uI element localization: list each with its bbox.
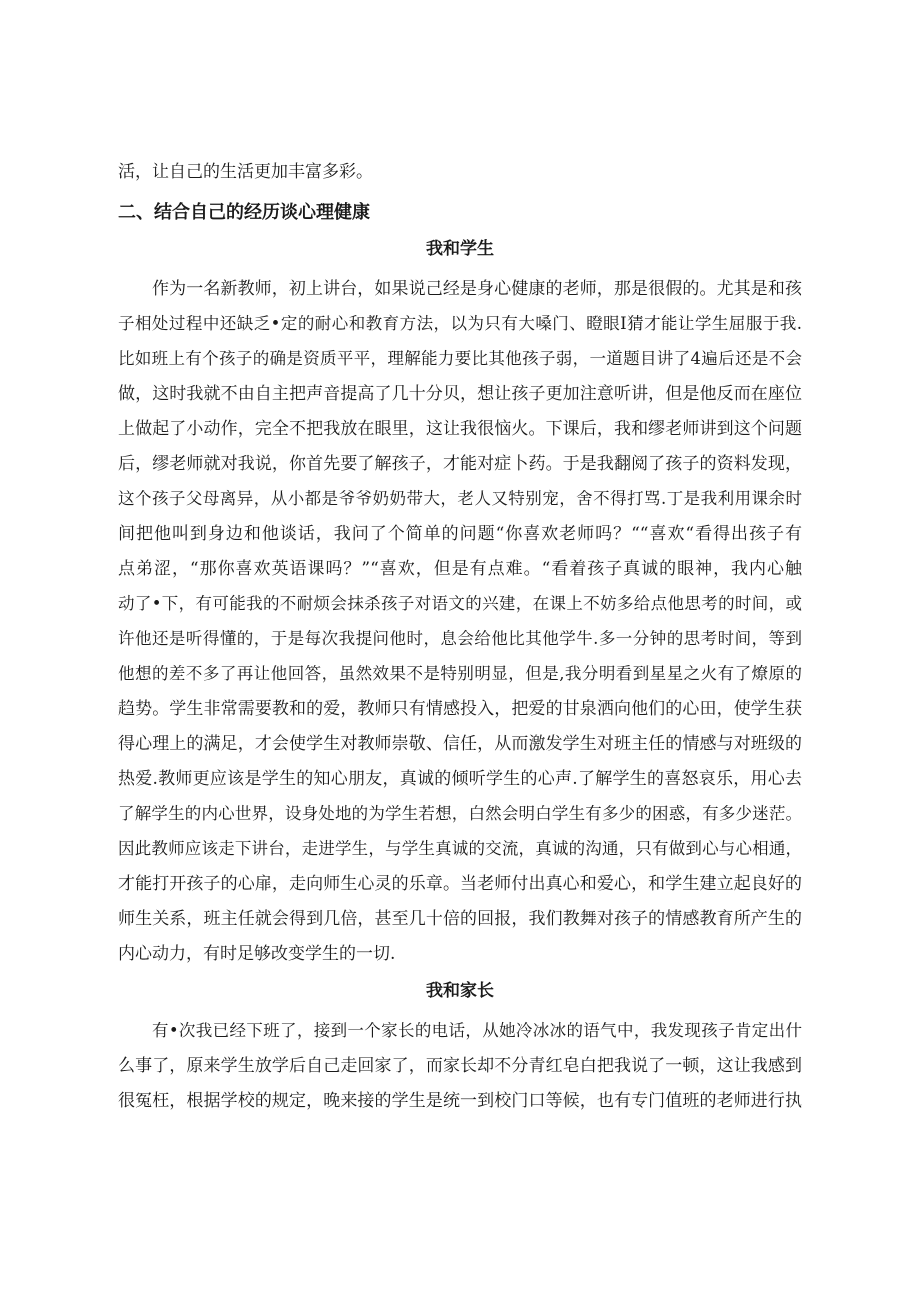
paragraph-line: 因此教师应该走下讲台，走进学生，与学生真诚的交流，真诚的沟通，只有做到心与心相通，	[118, 839, 802, 858]
paragraph-line: 有•次我已经下班了，接到一个家长的电话，从她冷冰冰的语气中，我发现孩子肯定出什	[152, 1021, 802, 1040]
paragraph-line: 这个孩子父母离异，从小都是爷爷奶奶带大，老人又特别宠，舍不得打骂.丁是我利用课余时	[118, 489, 802, 508]
paragraph-line: 师生关系，班主任就会得到几倍，甚至几十倍的回报，我们教舞对孩子的情感教育所产生的	[118, 909, 802, 929]
paragraph-line: 么事了，原来学生放学后自己走回家了，而家长却不分青红皂白把我说了一顿，这让我感到	[118, 1056, 802, 1076]
paragraph-line: 很冤枉，根据学校的规定，晚来接的学生是统一到校门口等候，也有专门值班的老师进行执	[118, 1091, 802, 1111]
paragraph-line: 间把他叫到身边和他谈话，我问了个简单的问题“你喜欢老师吗？““喜欢“看得出孩子有	[118, 524, 802, 544]
subsection-title-parents: 我和家长	[426, 981, 494, 1001]
paragraph-line: 上做起了小动作，完全不把我放在眼里，这让我很恼火。下课后，我和缪老师讲到这个问题	[118, 419, 802, 439]
paragraph-line: 他想的差不多了再让他回答，虽然效果不是特别明显，但是,我分明看到星星之火有了燎原的	[118, 664, 802, 683]
section-heading: 二、结合自己的经历谈心理健康	[118, 202, 370, 223]
paragraph-line: 趋势。学生非常需要教和的爱，教师只有情感投入，把爱的甘泉洒向他们的心田，使学生获	[118, 699, 802, 719]
intro-paragraph-tail: 活，让自己的生活更加丰富多彩。	[118, 162, 373, 182]
paragraph-line: 才能打开孩子的心扉，走向师生心灵的乐章。当老师付出真心和爱心，和学生建立起良好的	[118, 874, 802, 894]
paragraph-line: 做，这时我就不由自主把声音提高了几十分贝，想让孩子更加注意听讲，但是他反而在座位	[118, 384, 802, 404]
paragraph-line: 后，缪老师就对我说，你首先要了解孩子，才能对症卜药。于是我翻阅了孩子的资料发现，	[118, 454, 802, 474]
paragraph-line: 热爱.教师更应该是学生的知心朋友，真诚的倾听学生的心声.了解学生的喜怒哀乐，用心去	[118, 769, 802, 789]
paragraph-line: 内心动力，有时足够改变学生的一切.	[118, 944, 396, 964]
paragraph-line: 点弟涩，“那你喜欢英语课吗？”“喜欢，但是有点难。“看着孩子真诚的眼神，我内心触	[118, 559, 802, 579]
paragraph-line: 许他还是听得懂的，于是每次我提问他时，息会给他比其他学牛.多一分钟的思考时间，等到	[118, 629, 802, 648]
paragraph-line: 得心理上的满足，才会使学生对教师崇敬、信任，从而激发学生对班主任的情感与对班级的	[118, 734, 802, 754]
paragraph-line: 动了•下，有可能我的不耐烦会抹杀孩子对语文的兴建，在课上不妨多给点他思考的时间，或	[118, 594, 802, 613]
paragraph-line: 子相处过程中还缺乏•定的耐心和教育方法，以为只有大嗓门、瞪眼I猜才能让学生屈服于我.	[118, 314, 802, 333]
paragraph-line: 作为一名新教师，初上讲台，如果说己经是身心健康的老师，那是很假的。尤其是和孩	[152, 279, 802, 299]
paragraph-line: 比如班上有个孩子的确是资质平平，理解能力要比其他孩子弱，一道题目讲了4遍后还是不会	[118, 349, 802, 368]
paragraph-line: 了解学生的内心世界，设身处地的为学生若想，白然会明白学生有多少的困惑，有多少迷茫。	[118, 804, 802, 823]
subsection-title-students: 我和学生	[426, 239, 494, 259]
